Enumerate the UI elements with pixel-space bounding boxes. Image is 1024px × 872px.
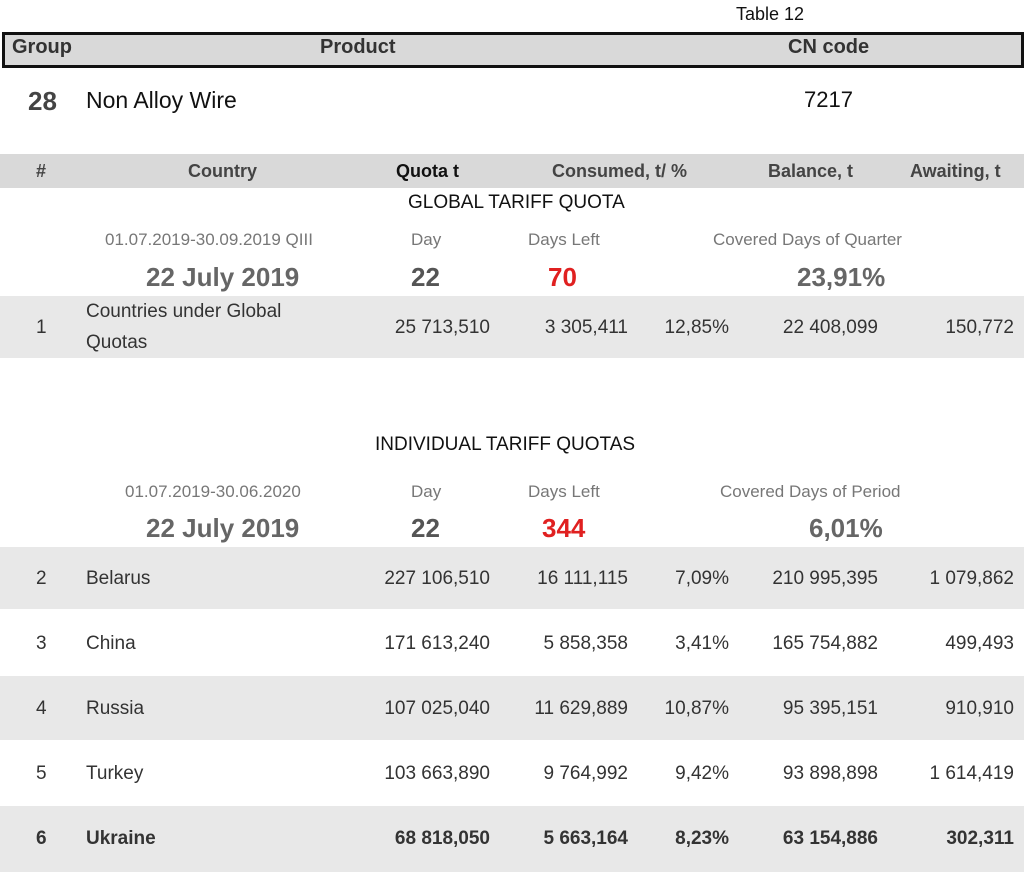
col-header-num: # [36, 161, 47, 181]
col-header-consumed: Consumed, t/ % [552, 161, 688, 181]
header-group: Group [12, 36, 72, 58]
row-consumed: 9 764,992 [543, 763, 628, 784]
header-cn-code: CN code [788, 36, 870, 58]
individual-date: 22 July 2019 [146, 513, 300, 543]
cn-code-value: 7217 [804, 87, 853, 112]
row-awaiting: 150,772 [945, 317, 1014, 338]
global-day-label: Day [411, 230, 442, 249]
individual-days-left-label: Days Left [528, 482, 600, 501]
individual-period: 01.07.2019-30.06.2020 [125, 482, 301, 501]
table-header-box [2, 32, 1024, 68]
row-quota: 227 106,510 [384, 568, 490, 589]
row-num: 4 [36, 698, 47, 719]
global-section-title: GLOBAL TARIFF QUOTA [408, 192, 625, 213]
row-percent: 9,42% [675, 763, 729, 784]
global-days-left: 70 [548, 262, 577, 292]
row-percent: 7,09% [675, 568, 729, 589]
row-percent: 12,85% [664, 317, 729, 338]
row-awaiting: 1 614,419 [929, 763, 1014, 784]
global-period: 01.07.2019-30.09.2019 QIII [105, 230, 313, 249]
row-country: Russia [86, 698, 145, 719]
row-percent: 10,87% [664, 698, 729, 719]
global-day: 22 [411, 262, 440, 292]
table-label: Table 12 [736, 4, 805, 24]
product-name: Non Alloy Wire [86, 87, 237, 113]
row-country-line2: Quotas [86, 332, 148, 353]
row-num: 5 [36, 763, 47, 784]
row-country: Belarus [86, 568, 151, 589]
individual-section-title: INDIVIDUAL TARIFF QUOTAS [375, 434, 636, 455]
row-num: 6 [36, 828, 47, 849]
row-balance: 95 395,151 [782, 698, 878, 719]
row-consumed: 5 663,164 [543, 828, 628, 849]
individual-covered-label: Covered Days of Period [720, 482, 901, 501]
row-consumed: 3 305,411 [544, 317, 628, 338]
row-quota: 107 025,040 [384, 698, 490, 719]
row-percent: 8,23% [675, 828, 729, 849]
column-header-bar [0, 154, 1024, 188]
row-country: China [86, 633, 136, 654]
row-quota: 25 713,510 [394, 317, 490, 338]
row-quota: 68 818,050 [394, 828, 490, 849]
individual-days-left: 344 [542, 513, 586, 543]
row-country: Countries under Global [86, 301, 282, 322]
row-balance: 22 408,099 [782, 317, 878, 338]
row-country: Turkey [86, 763, 144, 784]
global-covered-pct: 23,91% [797, 262, 886, 292]
col-header-awaiting: Awaiting, t [910, 161, 1001, 181]
row-awaiting: 910,910 [945, 698, 1014, 719]
global-covered-label: Covered Days of Quarter [713, 230, 902, 249]
row-num: 3 [36, 633, 47, 654]
row-country: Ukraine [86, 828, 156, 849]
row-num: 1 [36, 317, 47, 338]
row-awaiting: 499,493 [945, 633, 1014, 654]
col-header-balance: Balance, t [768, 161, 854, 181]
row-balance: 63 154,886 [782, 828, 878, 849]
global-days-left-label: Days Left [528, 230, 600, 249]
row-consumed: 5 858,358 [543, 633, 628, 654]
global-date: 22 July 2019 [146, 262, 300, 292]
col-header-quota: Quota t [396, 161, 459, 181]
row-quota: 103 663,890 [384, 763, 490, 784]
row-balance: 210 995,395 [772, 568, 878, 589]
row-consumed: 16 111,115 [537, 568, 628, 589]
individual-day-label: Day [411, 482, 442, 501]
individual-day: 22 [411, 513, 440, 543]
row-consumed: 11 629,889 [534, 698, 628, 719]
header-product: Product [320, 36, 396, 58]
individual-covered-pct: 6,01% [809, 513, 883, 543]
row-awaiting: 302,311 [946, 828, 1014, 849]
row-balance: 93 898,898 [782, 763, 878, 784]
group-number: 28 [28, 86, 57, 116]
row-num: 2 [36, 568, 47, 589]
row-quota: 171 613,240 [384, 633, 490, 654]
col-header-country: Country [188, 161, 257, 181]
row-percent: 3,41% [675, 633, 729, 654]
row-balance: 165 754,882 [772, 633, 878, 654]
row-awaiting: 1 079,862 [929, 568, 1014, 589]
